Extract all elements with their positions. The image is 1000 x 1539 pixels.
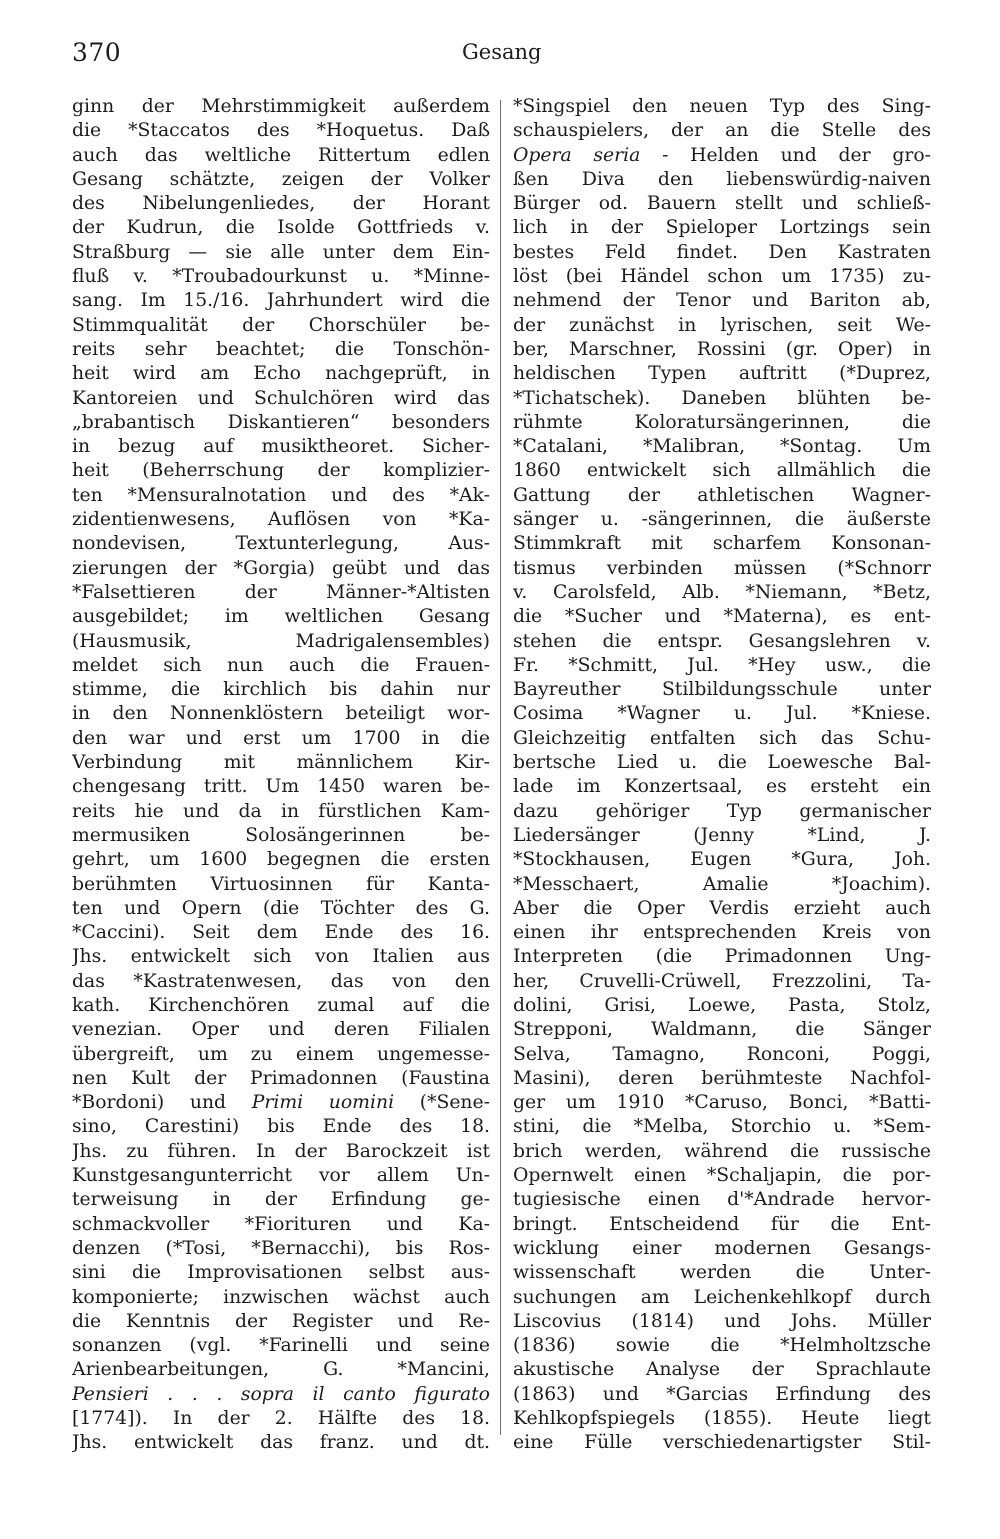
text-line: bertsche Lied u. die Loewesche Bal- [513, 752, 931, 774]
text-line: stehen die entspr. Gesangslehren v. [513, 630, 931, 652]
text-line: heit wird am Echo nachgeprüft, in [72, 363, 490, 385]
text-line: der zunächst in lyrischen, seit We- [513, 314, 931, 336]
text-line: stini, die *Melba, Storchio u. *Sem- [513, 1116, 931, 1138]
text-line: komponierte; inzwischen wächst auch [72, 1286, 490, 1308]
text-line: v. Carolsfeld, Alb. *Niemann, *Betz, [513, 581, 931, 603]
text-line: in bezug auf musiktheoret. Sicher- [72, 436, 490, 458]
text-line: mermusiken Solosängerinnen be- [72, 824, 490, 846]
text-line: bringt. Entscheidend für die Ent- [513, 1213, 931, 1235]
text-line: lade im Konzertsaal, es ersteht ein [513, 776, 931, 798]
text-line: Straßburg — sie alle unter dem Ein- [72, 241, 490, 263]
text-line: dazu gehöriger Typ germanischer [513, 800, 931, 822]
text-line: reits sehr beachtet; die Tonschön- [72, 338, 490, 360]
left-column [72, 95, 490, 1456]
text-line: Opera seria - Helden und der gro- [513, 144, 931, 166]
text-line: nehmend der Tenor und Bariton ab, [513, 290, 931, 312]
text-line: (Hausmusik, Madrigalensembles) [72, 630, 490, 652]
text-line: Masini), deren berühmteste Nachfol- [513, 1067, 931, 1089]
text-line: schmackvoller *Fiorituren und Ka- [72, 1213, 490, 1235]
text-line: auch das weltliche Rittertum edlen [72, 144, 490, 166]
text-line: her, Cruvelli-Crüwell, Frezzolini, Ta- [513, 970, 931, 992]
text-line: Kehlkopfspiegels (1855). Heute liegt [513, 1408, 931, 1430]
text-line: brich werden, während die russische [513, 1140, 931, 1162]
text-line: Bayreuther Stilbildungsschule unter [513, 679, 931, 701]
text-line: gehrt, um 1600 begegnen die ersten [72, 849, 490, 871]
text-line: *Stockhausen, Eugen *Gura, Joh. [513, 849, 931, 871]
text-line: das *Kastratenwesen, das von den [72, 970, 490, 992]
text-line: ausgebildet; im weltlichen Gesang [72, 606, 490, 628]
text-line: „brabantisch Diskantieren“ besonders [72, 411, 490, 433]
text-line: zierungen der *Gorgia) geübt und das [72, 557, 490, 579]
text-line: Jhs. entwickelt das franz. und dt. [72, 1432, 490, 1454]
text-line: einen ihr entsprechenden Kreis von [513, 922, 931, 944]
text-line: den war und erst um 1700 in die [72, 727, 490, 749]
text-line: meldet sich nun auch die Frauen- [72, 654, 490, 676]
text-line: kath. Kirchenchören zumal auf die [72, 994, 490, 1016]
text-line: sini die Improvisationen selbst aus- [72, 1262, 490, 1284]
text-line: stimme, die kirchlich bis dahin nur [72, 679, 490, 701]
text-line: sänger u. -sängerinnen, die äußerste [513, 509, 931, 531]
text-line: Cosima *Wagner u. Jul. *Kniese. [513, 703, 931, 725]
text-line: suchungen am Leichenkehlkopf durch [513, 1286, 931, 1308]
text-line: ginn der Mehrstimmigkeit außerdem [72, 96, 490, 117]
text-line: ten und Opern (die Töchter des G. [72, 897, 490, 919]
text-line: nondevisen, Textunterlegung, Aus- [72, 533, 490, 555]
running-head: Gesang [462, 40, 542, 64]
text-line: des Nibelungenliedes, der Horant [72, 193, 490, 215]
text-line: lich in der Spieloper Lortzings sein [513, 217, 931, 239]
text-line: fluß v. *Troubadourkunst u. *Minne- [72, 266, 490, 288]
text-line: Gleichzeitig entfalten sich das Schu- [513, 727, 931, 749]
text-line: Arienbearbeitungen, G. *Mancini, [72, 1359, 490, 1381]
text-line: schauspielers, der an die Stelle des [513, 120, 931, 142]
text-line: heit (Beherrschung der komplizier- [72, 460, 490, 482]
text-line: rühmte Koloratursängerinnen, die [513, 411, 931, 433]
text-line: sino, Carestini) bis Ende des 18. [72, 1116, 490, 1138]
text-line: *Catalani, *Malibran, *Sontag. Um [513, 436, 931, 458]
text-line: ger um 1910 *Caruso, Bonci, *Batti- [513, 1092, 931, 1114]
text-line: Strepponi, Waldmann, die Sänger [513, 1019, 931, 1041]
text-line: wicklung einer modernen Gesangs- [513, 1237, 931, 1259]
text-line: Opernwelt einen *Schaljapin, die por- [513, 1165, 931, 1187]
text-line: berühmten Virtuosinnen für Kanta- [72, 873, 490, 895]
column-divider [500, 100, 501, 1435]
text-line: reits hie und da in fürstlichen Kam- [72, 800, 490, 822]
text-line: *Bordoni) und Primi uomini (*Sene- [72, 1092, 490, 1114]
text-line: *Caccini). Seit dem Ende des 16. [72, 922, 490, 944]
text-line: die *Staccatos des *Hoquetus. Daß [72, 120, 490, 142]
text-line: nen Kult der Primadonnen (Faustina [72, 1067, 490, 1089]
text-line: Interpreten (die Primadonnen Ung- [513, 946, 931, 968]
text-line: venezian. Oper und deren Filialen [72, 1019, 490, 1041]
text-line: *Messchaert, Amalie *Joachim). [513, 873, 931, 895]
text-line: Verbindung mit männlichem Kir- [72, 752, 490, 774]
text-line: in den Nonnenklöstern beteiligt wor- [72, 703, 490, 725]
text-line: Bürger od. Bauern stellt und schließ- [513, 193, 931, 215]
text-line: die Kenntnis der Register und Re- [72, 1310, 490, 1332]
text-line: ber, Marschner, Rossini (gr. Oper) in [513, 338, 931, 360]
text-line: denzen (*Tosi, *Bernacchi), bis Ros- [72, 1237, 490, 1259]
text-line: Liedersänger (Jenny *Lind, J. [513, 824, 931, 846]
text-line: *Singspiel den neuen Typ des Sing- [513, 96, 931, 117]
right-column [513, 95, 931, 1456]
text-line: wissenschaft werden die Unter- [513, 1262, 931, 1284]
text-line: Jhs. zu führen. In der Barockzeit ist [72, 1140, 490, 1162]
text-line: 1860 entwickelt sich allmählich die [513, 460, 931, 482]
text-line: tugiesische einen d'*Andrade hervor- [513, 1189, 931, 1211]
text-line: [1774]). In der 2. Hälfte des 18. [72, 1408, 490, 1430]
text-line: Fr. *Schmitt, Jul. *Hey usw., die [513, 654, 931, 676]
text-line: *Falsettieren der Männer-*Altisten [72, 581, 490, 603]
text-line: Kantoreien und Schulchören wird das [72, 387, 490, 409]
text-line: sonanzen (vgl. *Farinelli und seine [72, 1335, 490, 1357]
text-line: (1863) und *Garcias Erfindung des [513, 1383, 931, 1405]
text-line: ßen Diva den liebenswürdig-naiven [513, 168, 931, 190]
text-line: chengesang tritt. Um 1450 waren be- [72, 776, 490, 798]
text-line: Aber die Oper Verdis erzieht auch [513, 897, 931, 919]
text-line: ten *Mensuralnotation und des *Ak- [72, 484, 490, 506]
text-line: eine Fülle verschiedenartigster Stil- [513, 1432, 931, 1454]
page-number: 370 [72, 38, 122, 67]
text-line: Selva, Tamagno, Ronconi, Poggi, [513, 1043, 931, 1065]
text-line: Liscovius (1814) und Johs. Müller [513, 1310, 931, 1332]
text-line: akustische Analyse der Sprachlaute [513, 1359, 931, 1381]
text-line: heldischen Typen auftritt (*Duprez, [513, 363, 931, 385]
text-line: Gesang schätzte, zeigen der Volker [72, 168, 490, 190]
text-line: der Kudrun, die Isolde Gottfrieds v. [72, 217, 490, 239]
text-line: terweisung in der Erfindung ge- [72, 1189, 490, 1211]
text-line: sang. Im 15./16. Jahrhundert wird die [72, 290, 490, 312]
text-line: (1836) sowie die *Helmholtzsche [513, 1335, 931, 1357]
text-line: Stimmqualität der Chorschüler be- [72, 314, 490, 336]
text-line: bestes Feld findet. Den Kastraten [513, 241, 931, 263]
text-line: zidentienwesens, Auflösen von *Ka- [72, 509, 490, 531]
text-line: Stimmkraft mit scharfem Konsonan- [513, 533, 931, 555]
text-line: Jhs. entwickelt sich von Italien aus [72, 946, 490, 968]
text-line: *Tichatschek). Daneben blühten be- [513, 387, 931, 409]
text-line: Kunstgesangunterricht vor allem Un- [72, 1165, 490, 1187]
text-line: dolini, Grisi, Loewe, Pasta, Stolz, [513, 994, 931, 1016]
text-line: übergreift, um zu einem ungemesse- [72, 1043, 490, 1065]
text-line: Pensieri . . . sopra il canto figurato [72, 1383, 490, 1405]
text-line: löst (bei Händel schon um 1735) zu- [513, 266, 931, 288]
text-line: tismus verbinden müssen (*Schnorr [513, 557, 931, 579]
text-line: Gattung der athletischen Wagner- [513, 484, 931, 506]
text-line: die *Sucher und *Materna), es ent- [513, 606, 931, 628]
